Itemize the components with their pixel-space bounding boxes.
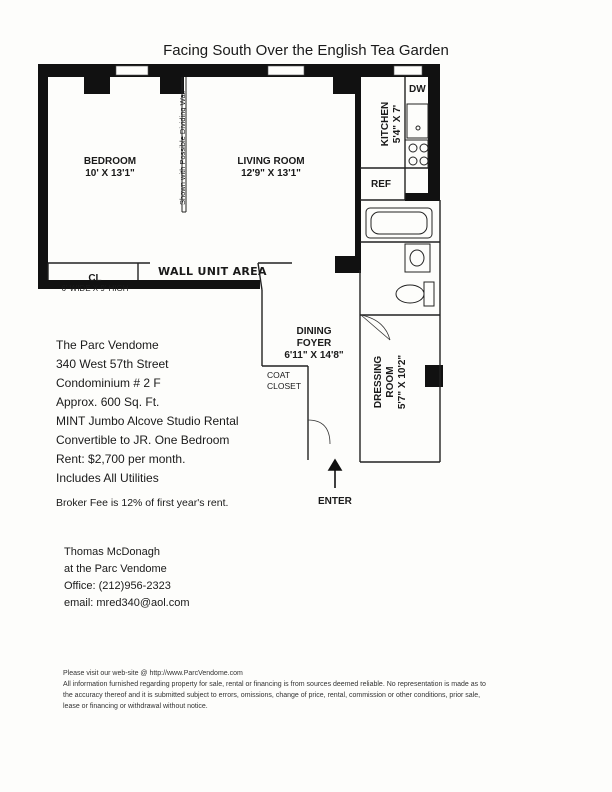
contact-line: at the Parc Vendome	[64, 563, 167, 575]
bedroom-label: BEDROOM 10' X 13'1"	[83, 156, 137, 179]
disclaimer	[63, 668, 486, 712]
dividing-wall-note: Shown with Possible Dividing Wall	[178, 91, 187, 205]
contact-info	[64, 544, 190, 612]
bathroom-fixtures	[366, 208, 434, 306]
page-title: Facing South Over the English Tea Garden	[163, 42, 449, 59]
info-line: Includes All Utilities	[56, 471, 159, 485]
info-line: The Parc Vendome	[56, 338, 159, 352]
living-room-label: LIVING ROOM 12'9" X 13'1"	[237, 156, 305, 179]
contact-line: Thomas McDonagh	[64, 546, 160, 558]
info-line: 340 West 57th Street	[56, 357, 169, 371]
footer-line: lease or financing or withdrawal without notice.	[63, 703, 208, 710]
dressing-room-label: DRESSING ROOM 5'7" X 10'2"	[373, 354, 408, 410]
info-line: Convertible to JR. One Bedroom	[56, 433, 230, 447]
enter-label: ENTER	[318, 496, 352, 507]
contact-line: email: mred340@aol.com	[64, 597, 190, 609]
dishwasher-label: DW	[409, 84, 426, 95]
kitchen-label: KITCHEN 5'4" X 7'	[380, 101, 403, 147]
enter-arrow	[329, 460, 341, 488]
closet-label: CL 6' WIDE X 9' HIGH	[61, 273, 129, 293]
broker-fee: Broker Fee is 12% of first year's rent.	[56, 497, 229, 509]
footer-line: All information furnished regarding property for sale, rental or financing is from sources deemed reliable. No representation is made as to	[63, 681, 486, 688]
dining-foyer-label: DINING FOYER 6'11" X 14'8"	[284, 326, 344, 361]
contact-line: Office: (212)956-2323	[64, 580, 171, 592]
coat-closet-label: COAT CLOSET	[267, 370, 302, 391]
kitchen-appliances	[405, 104, 428, 168]
info-line: Rent: $2,700 per month.	[56, 452, 186, 466]
wall-unit-label: WALL UNIT AREA	[158, 265, 267, 278]
listing-info	[56, 337, 239, 486]
info-line: Approx. 600 Sq. Ft.	[56, 395, 160, 409]
info-line: Condominium # 2 F	[56, 376, 161, 390]
footer-line: Please visit our web-site @ http://www.ParcVendome.com	[63, 670, 243, 677]
refrigerator-label: REF	[371, 179, 391, 190]
info-line: MINT Jumbo Alcove Studio Rental	[56, 414, 239, 428]
footer-line: the accuracy thereof and it is submitted subject to errors, omissions, change of price, rental, commission or other conditions, prior sale,	[63, 692, 481, 699]
